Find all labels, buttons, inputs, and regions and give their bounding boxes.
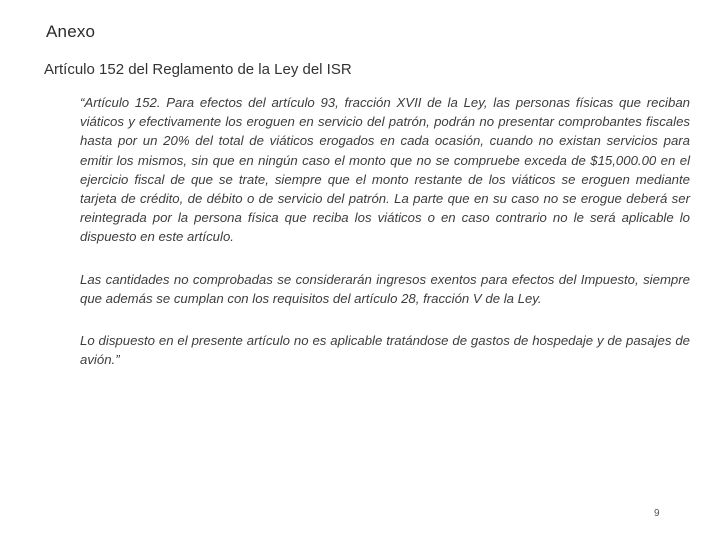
- quote-paragraph-3: Lo dispuesto en el presente artículo no es aplicable tratándose de gastos de hospedaje y de pasajes de avión.”: [80, 333, 690, 368]
- page-number: 9: [654, 508, 660, 519]
- quote-paragraph-1: “Artículo 152. Para efectos del artículo 93, fracción XVII de la Ley, las personas físicas que reciban viáticos y efectivamente los eroguen en servicio del patrón, podrán no presentar comprobantes fiscales hasta por un 20% del total de viáticos erogados en cada ocasión, cuando no existan servicios para emitir los mismos, sin que en ningún caso el monto que no se compruebe exceda de $15,000.00 en el ejercicio fiscal de que se trate, siempre que el monto restante de los viáticos se eroguen mediante tarjeta de crédito, de débito o de servicio del patrón. La parte que en su caso no se erogue deberá ser reintegrada por la persona física que reciba los viáticos o en caso contrario no le será aplicable lo dispuesto en este artículo.: [80, 95, 690, 245]
- article-subheading: Artículo 152 del Reglamento de la Ley del ISR: [44, 61, 352, 78]
- quote-paragraph-2: Las cantidades no comprobadas se considerarán ingresos exentos para efectos del Impuesto, siempre que además se cumplan con los requisitos del artículo 28, fracción V de la Ley.: [80, 271, 690, 306]
- article-quote: [80, 93, 690, 392]
- slide-heading: Anexo: [46, 22, 96, 41]
